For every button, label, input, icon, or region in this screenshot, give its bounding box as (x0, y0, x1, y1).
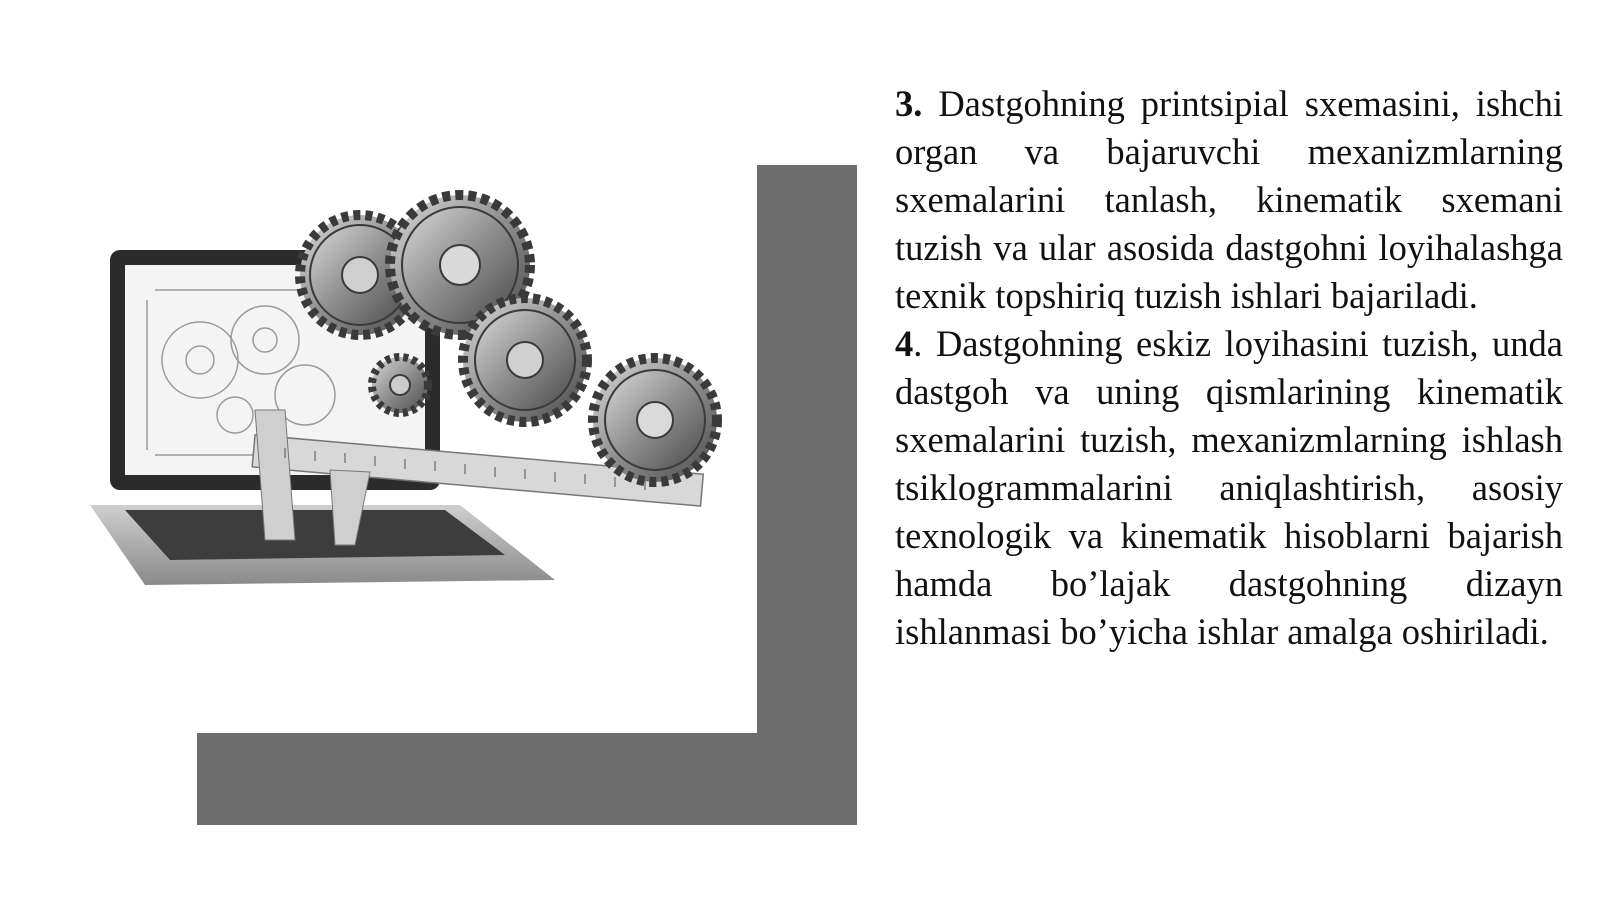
paragraph-text: . Dastgohning eskiz loyihasini tuzish, unda dastgoh va uning qismlarining kinematik sxemalarini tuzish, mexanizmlarning ishlash tsiklogrammalarini aniqlashtirish, asosiy texnologik va kinematik hisoblarni bajarish hamda bo’lajak dastgohning dizayn ishlanmasi bo’yicha ishlar amalga oshiriladi. (895, 323, 1563, 652)
decorative-frame-horizontal (197, 733, 857, 825)
laptop-gears-caliper-icon (85, 180, 755, 620)
paragraph-text: Dastgohning printsipial sxemasini, ishchi organ va bajaruvchi mexanizmlarning sxemalarini tanlash, kinematik sxemani tuzish va ular asosida dastgohni loyihalashga texnik topshiriq tuzish ishlari bajariladi. (895, 83, 1563, 316)
paragraph-3 (895, 80, 1563, 320)
body-text (895, 80, 1563, 656)
paragraph-number: 3. (895, 83, 923, 124)
paragraph-4 (895, 320, 1563, 656)
decorative-frame-vertical (757, 165, 857, 825)
paragraph-number: 4 (895, 323, 914, 364)
